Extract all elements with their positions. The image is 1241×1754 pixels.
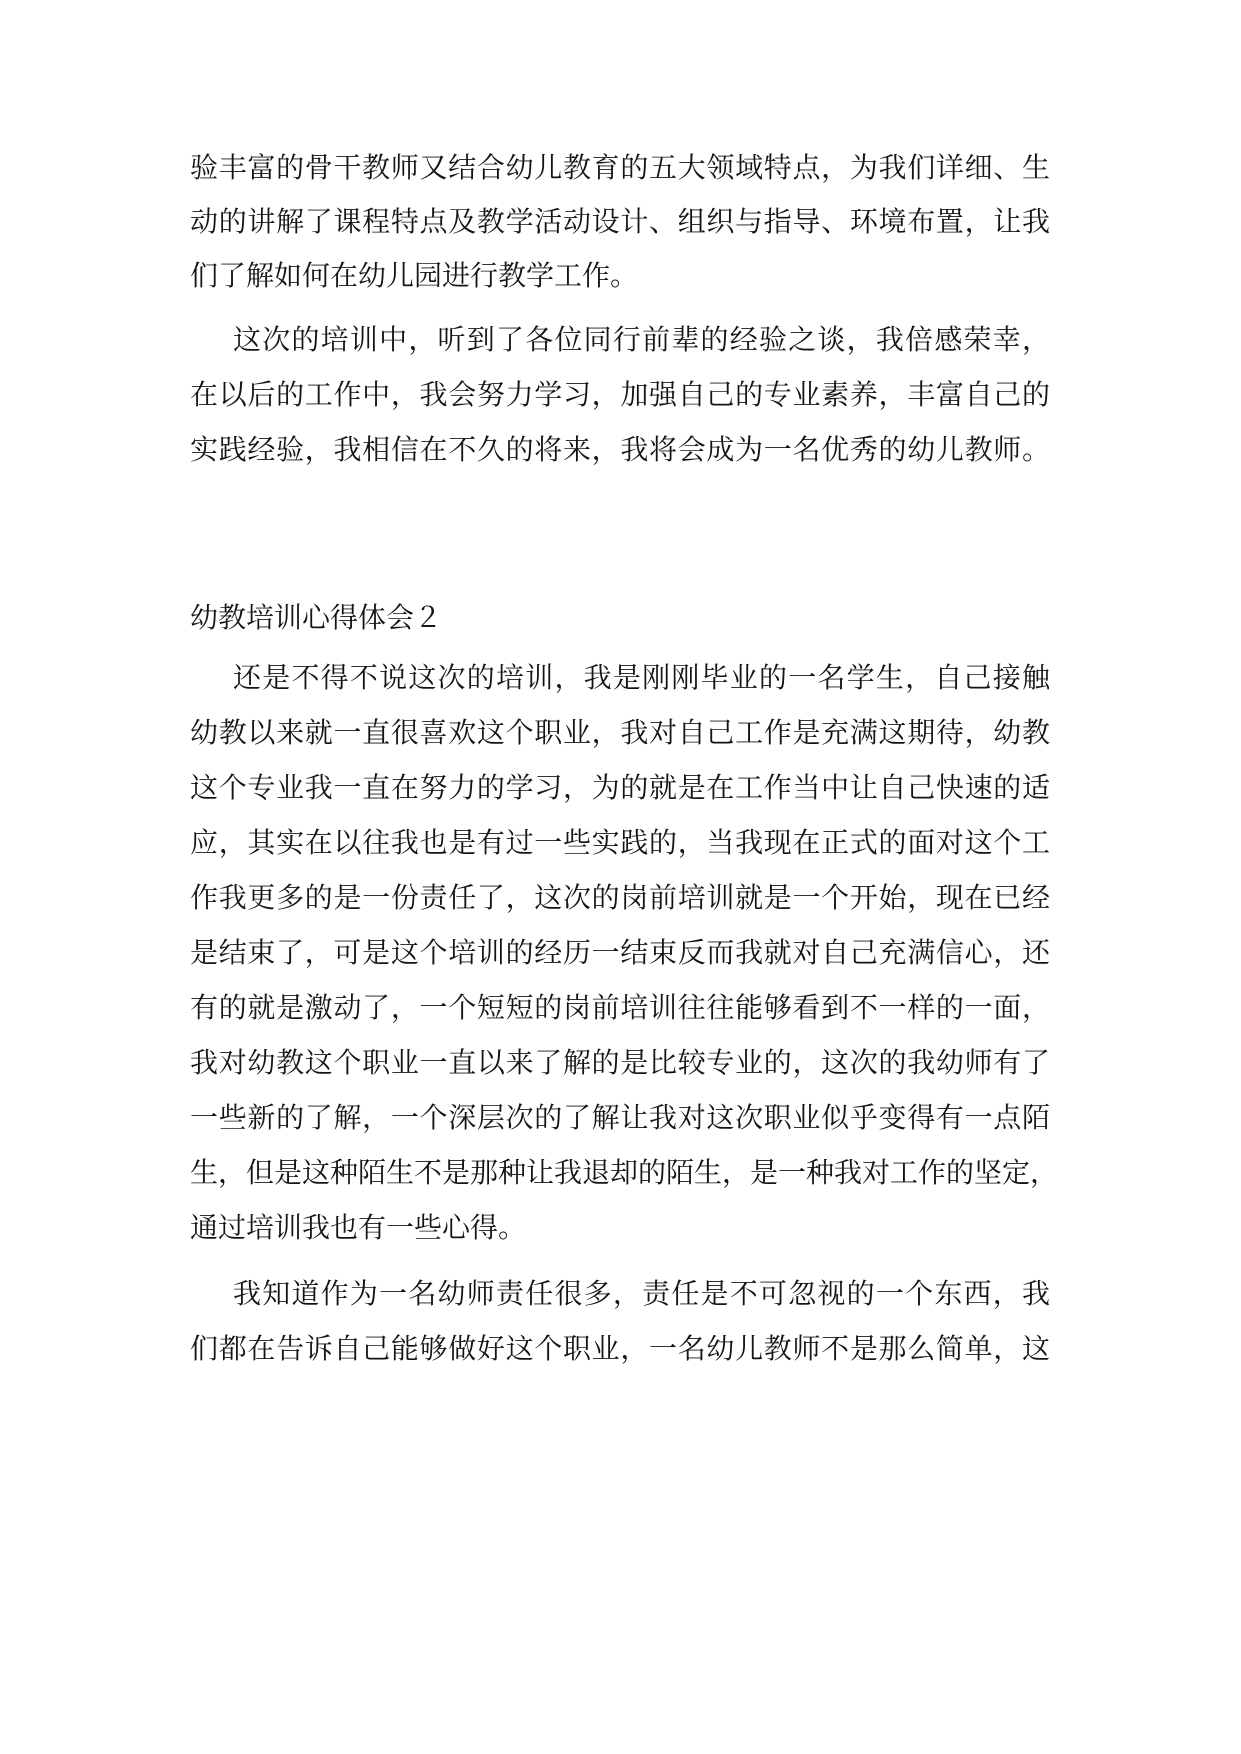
paragraph-line: 我对幼教这个职业一直以来了解的是比较专业的，这次的我幼师有了: [190, 1046, 1050, 1079]
paragraph-line: 生，但是这种陌生不是那种让我退却的陌生，是一种我对工作的坚定，: [190, 1156, 1059, 1189]
paragraph-line: 这次的培训中，听到了各位同行前辈的经验之谈，我倍感荣幸，: [233, 323, 1050, 356]
paragraph-line: 是结束了，可是这个培训的经历一结束反而我就对自己充满信心，还: [190, 936, 1050, 969]
paragraph-line: 这个专业我一直在努力的学习，为的就是在工作当中让自己快速的适: [190, 771, 1050, 804]
paragraph-line: 通过培训我也有一些心得。: [190, 1211, 527, 1244]
paragraph-line: 还是不得不说这次的培训，我是刚刚毕业的一名学生，自己接触: [233, 661, 1050, 694]
paragraph-line: 在以后的工作中，我会努力学习，加强自己的专业素养，丰富自己的: [190, 378, 1050, 411]
paragraph-line: 有的就是激动了，一个短短的岗前培训往往能够看到不一样的一面，: [190, 991, 1050, 1024]
paragraph-line: 动的讲解了课程特点及教学活动设计、组织与指导、环境布置，让我: [190, 205, 1050, 238]
paragraph-line: 作我更多的是一份责任了，这次的岗前培训就是一个开始，现在已经: [190, 881, 1050, 914]
paragraph-line: 我知道作为一名幼师责任很多，责任是不可忽视的一个东西，我: [233, 1277, 1050, 1310]
paragraph-line: 验丰富的骨干教师又结合幼儿教育的五大领域特点，为我们详细、生: [190, 151, 1050, 184]
paragraph-line: 实践经验，我相信在不久的将来，我将会成为一名优秀的幼儿教师。: [190, 433, 1050, 466]
paragraph-line: 幼教以来就一直很喜欢这个职业，我对自己工作是充满这期待，幼教: [190, 716, 1050, 749]
paragraph-line: 应，其实在以往我也是有过一些实践的，当我现在正式的面对这个工: [190, 826, 1050, 859]
paragraph-line: 一些新的了解，一个深层次的了解让我对这次职业似乎变得有一点陌: [190, 1101, 1050, 1134]
paragraph-line: 们了解如何在幼儿园进行教学工作。: [190, 259, 639, 292]
section-heading: 幼教培训心得体会２: [190, 601, 443, 634]
paragraph-line: 们都在告诉自己能够做好这个职业，一名幼儿教师不是那么简单，这: [190, 1332, 1050, 1365]
